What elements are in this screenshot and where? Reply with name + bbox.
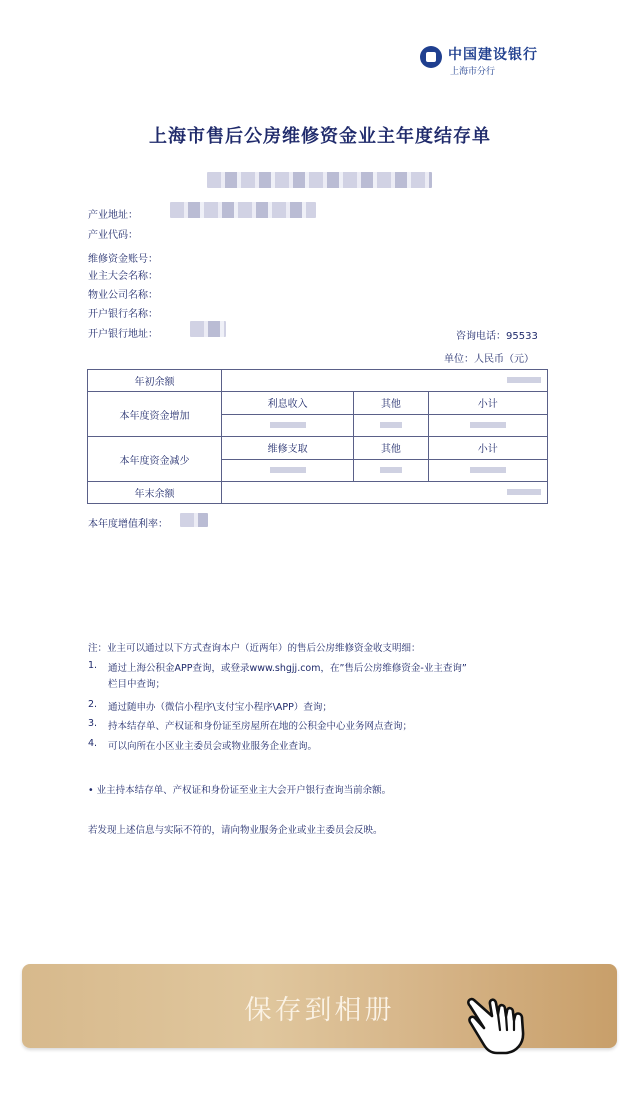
field-property-company: 物业公司名称： [88,290,158,301]
row-opening-label: 年初余额 [88,370,222,392]
header-subtotal-dec: 小计 [428,437,547,460]
header-other-dec: 其他 [354,437,428,460]
redacted-owner [207,172,432,188]
ccb-logo-icon [420,46,442,68]
opening-value [222,370,548,392]
field-owners-assembly: 业主大会名称： [88,271,158,282]
note-text-1-cont: 栏目中查询； [108,679,166,690]
hotline: 咨询电话：95533 [456,331,538,342]
note-num-3: 3. [88,718,98,729]
note-text-1: 通过上海公积金APP查询，或登录www.shgjj.com，在”售后公房维修资金-业主查询” [108,663,467,674]
note-num-2: 2. [88,699,98,710]
header-interest: 利息收入 [222,392,354,415]
interest-value [222,414,354,437]
note-footer: 若发现上述信息与实际不符的，请向物业服务企业或业主委员会反映。 [88,825,383,836]
bank-name: 中国建设银行 [448,47,538,63]
fund-table [87,369,548,504]
row-decrease-label: 本年度资金减少 [88,437,222,482]
redacted-rate [180,513,208,527]
field-property-address: 产业地址： [88,210,138,221]
save-button-label: 保存到相册 [244,995,395,1026]
row-increase-label: 本年度资金增加 [88,392,222,437]
rate-label: 本年度增值利率： [88,519,168,530]
subtotal-dec-value [428,459,547,482]
field-bank-name: 开户银行名称： [88,309,158,320]
bank-branch: 上海市分行 [450,67,496,77]
note-bullet: • 业主持本结存单、产权证和身份证至业主大会开户银行查询当前余额。 [88,785,392,796]
note-num-4: 4. [88,738,98,749]
repair-value [222,459,354,482]
header-subtotal-inc: 小计 [428,392,547,415]
note-text-2: 通过随申办（微信小程序\支付宝小程序\APP）查询； [108,702,332,713]
other-dec-value [354,459,428,482]
pointing-hand-icon [462,992,538,1058]
header-repair: 维修支取 [222,437,354,460]
redacted-address [170,202,316,218]
other-inc-value [354,414,428,437]
subtotal-inc-value [428,414,547,437]
currency-unit: 单位：人民币（元） [444,354,534,365]
field-bank-address: 开户银行地址： [88,329,158,340]
bank-logo [420,44,560,78]
row-closing-label: 年末余额 [88,482,222,504]
closing-value [222,482,548,504]
field-property-code: 产业代码： [88,230,138,241]
note-num-1: 1. [88,660,98,671]
statement-title: 上海市售后公房维修资金业主年度结存单 [149,126,491,147]
redacted-bank-address [190,321,226,337]
note-text-4: 可以向所在小区业主委员会或物业服务企业查询。 [108,741,318,752]
notes-intro: 注：业主可以通过以下方式查询本户（近两年）的售后公房维修资金收支明细： [88,643,421,654]
field-fund-account: 维修资金账号： [88,254,158,265]
header-other-inc: 其他 [354,392,428,415]
note-text-3: 持本结存单、产权证和身份证至房屋所在地的公积金中心业务网点查询； [108,721,413,732]
